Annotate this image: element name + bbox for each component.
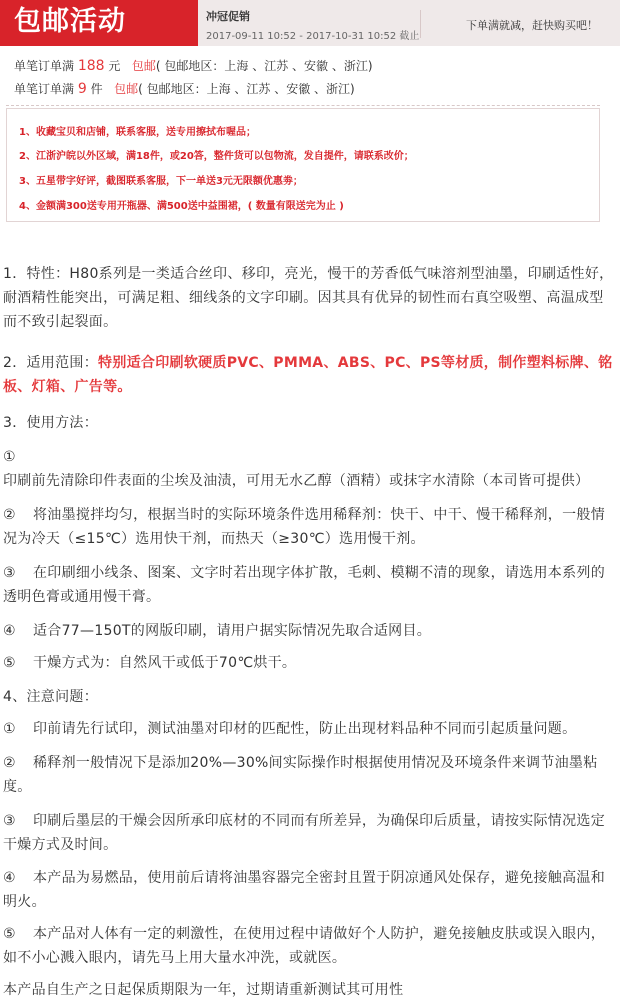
usage-heading: 3．使用方法： [3, 415, 99, 431]
note-item [3, 809, 617, 857]
item-marker: ⑤ [3, 655, 16, 671]
rule-prefix: 单笔订单满 [14, 59, 75, 73]
item-marker: ② [3, 507, 16, 523]
promo-divider [420, 10, 421, 38]
rule-region: ( 包邮地区：上海 、江苏 、安徽 、浙江) [155, 59, 373, 73]
promo-dashed-divider [6, 105, 600, 106]
item-text: 本产品为易燃品，使用前后请将油墨容器完全密封且置于阴凉通风处保存，避免接触高温和明火。 [3, 870, 605, 910]
promo-rule-quantity [14, 80, 355, 97]
usage-item [3, 651, 617, 675]
scope-label: 2．适用范围： [3, 355, 99, 371]
item-text: 在印刷细小线条、图案、文字时若出现字体扩散，毛刺、模糊不清的现象，请选用本系列的透明色膏或通用慢干膏。 [3, 565, 605, 605]
note-item [3, 717, 617, 741]
rule-prefix: 单笔订单满 [14, 82, 75, 96]
item-text: 适合77—150T的网版印刷，请用户据实际情况先取合适网目。 [33, 623, 432, 639]
promo-notice: 2、江浙沪皖以外区域，满18件，或20答，整件货可以包物流，发自提件，请联系改价； [19, 151, 414, 162]
usage-item [3, 445, 617, 493]
note-item [3, 922, 617, 970]
shelf-life-paragraph: 本产品自生产之日起保质期限为一年，过期请重新测试其可用性 [3, 982, 404, 997]
item-text: 印刷后墨层的干燥会因所承印底材的不同而有所差异，为确保印后质量，请按实际情况选定干燥方式及时间。 [3, 813, 605, 853]
rule-region: ( 包邮地区：上海 、江苏 、安徽 、浙江) [138, 82, 355, 96]
notes-heading: 4、注意问题： [3, 689, 99, 705]
promo-banner [0, 0, 620, 226]
note-item [3, 866, 617, 914]
feature-paragraph: 1．特性：H80系列是一类适合丝印、移印，亮光，慢干的芳香低气味溶剂型油墨，印刷适性好，耐酒精性能突出，可满足粗、细线条的文字印刷。因其具有优异的韧性而右真空吸塑、高温成型而不致引起裂面。 [3, 266, 614, 330]
rule-amount: 9 [77, 81, 87, 97]
item-marker: ③ [3, 813, 16, 829]
item-marker: ④ [3, 870, 16, 886]
usage-item [3, 619, 617, 643]
usage-item [3, 503, 617, 551]
promo-date: 2017-09-11 10:52 - 2017-10-31 10:52 截止 [206, 31, 420, 42]
promo-notice: 1、收藏宝贝和店铺，联系客服，送专用擦拭布喔品； [19, 127, 256, 138]
promo-header [0, 0, 620, 46]
promo-notice-box [6, 108, 600, 222]
rule-unit: 件 [90, 82, 103, 96]
item-text: 印前请先行试印，测试油墨对印材的匹配性，防止出现材料品种不同而引起质量问题。 [33, 721, 577, 737]
rule-amount: 188 [77, 58, 105, 74]
promo-cta[interactable]: 下单满就减，赶快购买吧！ [466, 19, 598, 32]
promo-title-box [0, 0, 198, 46]
promo-name: 冲冠促销 [206, 10, 250, 23]
promo-rule-amount [14, 57, 373, 74]
item-marker: ⑤ [3, 926, 16, 942]
item-marker: ③ [3, 565, 16, 581]
promo-title: 包邮活动 [14, 6, 126, 37]
scope-highlight: 特别适合印刷软硬质PVC、PMMA、ABS、PC、PS等材质，制作塑料标牌、铭板、灯箱、广告等。 [3, 355, 613, 395]
item-text: 本产品对人体有一定的刺激性，在使用过程中请做好个人防护，避免接触皮肤或误入眼内，如不小心溅入眼内，请先马上用大量水冲洗，或就医。 [3, 926, 605, 966]
item-text: 稀释剂一般情况下是添加20%—30%间实际操作时根据使用情况及环境条件来调节油墨粘度。 [3, 755, 598, 795]
item-text: 干燥方式为：自然风干或低于70℃烘干。 [33, 655, 297, 671]
item-marker: ② [3, 755, 16, 771]
scope-paragraph [3, 351, 617, 399]
rule-free-shipping: 包邮 [114, 82, 139, 96]
item-marker: ① [3, 721, 16, 737]
promo-notice: 4、金额满300送专用开瓶器、满500送中益围裙，( 数量有限送完为止 ) [19, 201, 344, 212]
rule-free-shipping: 包邮 [131, 59, 156, 73]
item-text: 将油墨搅拌均匀，根据当时的实际环境条件选用稀释剂：快干、中干、慢干稀释剂，一般情况为冷天（≤15℃）选用快干剂，而热天（≥30℃）选用慢干剂。 [3, 507, 605, 547]
rule-unit: 元 [108, 59, 121, 73]
item-marker: ① [3, 449, 16, 465]
note-item [3, 751, 617, 799]
item-marker: ④ [3, 623, 16, 639]
promo-notice: 3、五星带字好评，截图联系客服，下一单送3元无限额优惠劵； [19, 176, 303, 187]
item-text: 印刷前先清除印件表面的尘埃及油渍，可用无水乙醇（酒精）或抹字水清除（本司皆可提供） [3, 473, 590, 489]
usage-item [3, 561, 617, 609]
